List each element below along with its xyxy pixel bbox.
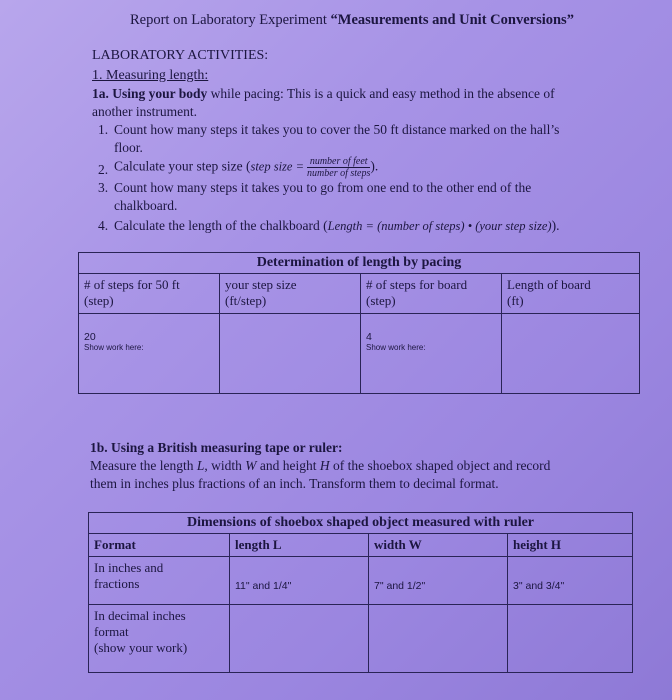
steps-50ft-cell[interactable]: 20 Show work here: bbox=[79, 314, 220, 394]
step-number: 2. bbox=[98, 162, 109, 177]
pacing-table-caption: Determination of length by pacing bbox=[79, 253, 640, 274]
step-number: 4. bbox=[98, 218, 109, 233]
section-heading: LABORATORY ACTIVITIES: bbox=[92, 48, 269, 63]
step-text-cont: chalkboard. bbox=[114, 198, 178, 213]
length-fraction-cell[interactable]: 11" and 1/4" bbox=[230, 557, 369, 605]
report-title: Report on Laboratory Experiment “Measurements and Unit Conversions” bbox=[130, 12, 574, 28]
step-number: 3. bbox=[98, 180, 109, 195]
width-decimal-cell[interactable] bbox=[369, 605, 508, 673]
header-steps-board: # of steps for board (step) bbox=[361, 274, 502, 314]
part-a-heading-line2: another instrument. bbox=[92, 104, 197, 119]
steps-board-cell[interactable]: 4 Show work here: bbox=[361, 314, 502, 394]
height-decimal-cell[interactable] bbox=[508, 605, 633, 673]
subsection-heading: 1. Measuring length: bbox=[92, 68, 209, 83]
height-fraction-cell[interactable]: 3" and 3/4" bbox=[508, 557, 633, 605]
header-length: length L bbox=[230, 534, 369, 557]
shoebox-table-caption: Dimensions of shoebox shaped object measured with ruler bbox=[89, 513, 633, 534]
row-label-fractions: In inches and fractions bbox=[89, 557, 230, 605]
step-number: 1. bbox=[98, 122, 109, 137]
width-fraction-cell[interactable]: 7" and 1/2" bbox=[369, 557, 508, 605]
step-text: Calculate your step size (step size = $\frac{\text{number of feet}}{\text{number of steps}}$ ). bbox=[114, 156, 379, 179]
step-text: Count how many steps it takes you to cover the 50 ft distance marked on the hall’s bbox=[114, 122, 560, 137]
formula-lhs: step size = bbox=[250, 159, 305, 174]
shoebox-table bbox=[88, 512, 633, 673]
part-a-heading: 1a. Using your body while pacing: This is a quick and easy method in the absence of bbox=[92, 86, 555, 101]
board-length-cell[interactable] bbox=[502, 314, 640, 394]
header-width: width W bbox=[369, 534, 508, 557]
header-height: height H bbox=[508, 534, 633, 557]
row-label-decimal: In decimal inches format (show your work) bbox=[89, 605, 230, 673]
pacing-table bbox=[78, 252, 640, 394]
step-text: Calculate the length of the chalkboard (Length = (number of steps) • (your step size)). bbox=[114, 218, 560, 233]
header-step-size: your step size (ft/step) bbox=[220, 274, 361, 314]
step-text-cont: floor. bbox=[114, 140, 143, 155]
length-decimal-cell[interactable] bbox=[230, 605, 369, 673]
part-b-heading: 1b. Using a British measuring tape or ruler: bbox=[90, 440, 343, 455]
step-size-cell[interactable] bbox=[220, 314, 361, 394]
step-text: Count how many steps it takes you to go from one end to the other end of the bbox=[114, 180, 532, 195]
length-formula: Length = (number of steps) • (your step size) bbox=[327, 219, 552, 233]
header-board-length: Length of board (ft) bbox=[502, 274, 640, 314]
header-steps-50ft: # of steps for 50 ft (step) bbox=[79, 274, 220, 314]
header-format: Format bbox=[89, 534, 230, 557]
part-b-instruction-line2: them in inches plus fractions of an inch. Transform them to decimal format. bbox=[90, 476, 499, 491]
formula-fraction: $\frac{\text{number of feet}}{\text{number of steps}}$ bbox=[307, 156, 371, 179]
part-b-instruction: Measure the length L, width W and height H of the shoebox shaped object and record bbox=[90, 458, 551, 473]
